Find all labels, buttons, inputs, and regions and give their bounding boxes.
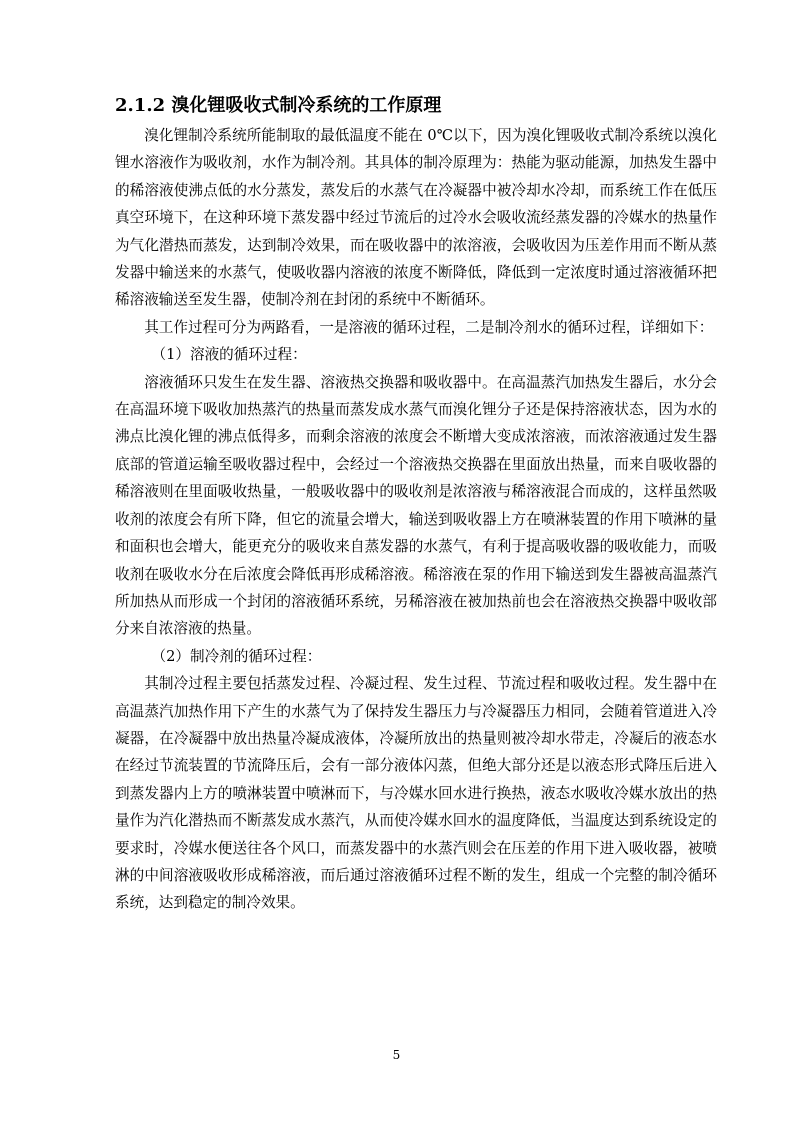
body-text <box>115 122 717 917</box>
section-heading: 2.1.2 溴化锂吸收式制冷系统的工作原理 <box>115 95 442 116</box>
paragraph-process-overview: 其工作过程可分为两路看，一是溶液的循环过程，二是制冷剂水的循环过程，详细如下： <box>144 318 714 336</box>
paragraph-refrigerant-cycle: 其制冷过程主要包括蒸发过程、冷凝过程、发生过程、节流过程和吸收过程。发生器中在高温蒸汽加热作用下产生的水蒸气为了保持发生器压力与冷凝器压力相同，会随着管道进入冷凝器，在冷凝器中放出热量冷凝成液体，冷凝所放出的热量则被冷却水带走，冷凝后的液态水在经过节流装置的节流降压后，会有一部分液体闪蒸，但绝大部分还是以液态形式降压后进入到蒸发器内上方的喷淋装置中喷淋而下，与冷媒水回水进行换热，液态水吸收冷媒水放出的热量作为汽化潜热而不断蒸发成水蒸汽，从而使冷媒水回水的温度降低，当温度达到系统设定的要求时，冷媒水便送往各个风口，而蒸发器中的水蒸汽则会在压差的作用下进入吸收器，被喷淋的中间溶液吸收形成稀溶液，而后通过溶液循环过程不断的发生，组成一个完整的制冷循环系统，达到稳定的制冷效果。 <box>115 675 717 912</box>
subheading-solution-cycle: （1）溶液的循环过程： <box>151 346 307 364</box>
paragraph-principle: 溴化锂制冷系统所能制取的最低温度不能在 0℃以下，因为溴化锂吸收式制冷系统以溴化锂水溶液作为吸收剂，水作为制冷剂。其具体的制冷原理为：热能为驱动能源，加热发生器中的稀溶液使沸点低的水分蒸发，蒸发后的水蒸气在冷凝器中被冷却水冷却，而系统工作在低压真空环境下，在这种环境下蒸发器中经过节流后的过冷水会吸收流经蒸发器的冷媒水的热量作为气化潜热而蒸发，达到制冷效果，而在吸收器中的浓溶液，会吸收因为压差作用而不断从蒸发器中输送来的水蒸气，使吸收器内溶液的浓度不断降低，降低到一定浓度时通过溶液循环把稀溶液输送至发生器，使制冷剂在封闭的系统中不断循环。 <box>115 127 717 309</box>
paragraph-solution-cycle: 溶液循环只发生在发生器、溶液热交换器和吸收器中。在高温蒸汽加热发生器后，水分会在高温环境下吸收加热蒸汽的热量而蒸发成水蒸气而溴化锂分子还是保持溶液状态，因为水的沸点比溴化锂的沸点低得多，而剩余溶液的浓度会不断增大变成浓溶液，而浓溶液通过发生器底部的管道运输至吸收器过程中，会经过一个溶液热交换器在里面放出热量，而来自吸收器的稀溶液则在里面吸收热量，一般吸收器中的吸收剂是浓溶液与稀溶液混合而成的，这样虽然吸收剂的浓度会有所下降，但它的流量会增大，输送到吸收器上方在喷淋装置的作用下喷淋的量和面积也会增大，能更充分的吸收来自蒸发器的水蒸气，有利于提高吸收器的吸收能力，而吸收剂在吸收水分在后浓度会降低再形成稀溶液。稀溶液在泵的作用下输送到发生器被高温蒸汽所加热从而形成一个封闭的溶液循环系统，另稀溶液在被加热前也会在溶液热交换器中吸收部分来自浓溶液的热量。 <box>115 373 717 638</box>
page-number: 5 <box>392 1048 401 1062</box>
subheading-refrigerant-cycle: （2）制冷剂的循环过程： <box>151 647 322 665</box>
